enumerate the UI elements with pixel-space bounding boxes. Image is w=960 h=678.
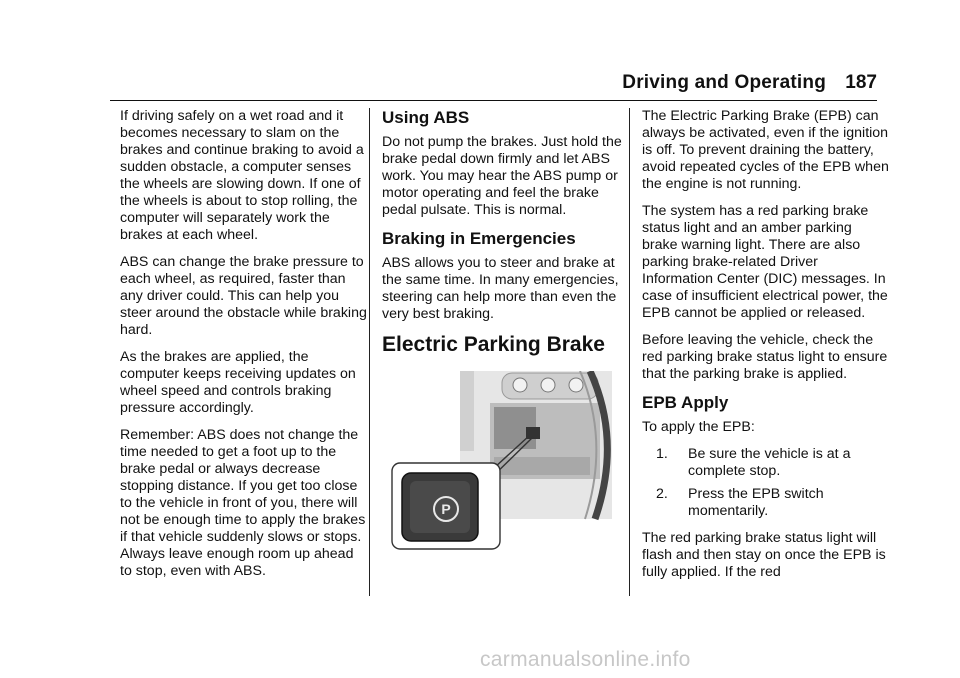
paragraph: The system has a red parking brake status light and an amber parking brake warning light. There are also parking brake-related Driver Information Center (DIC) messages. In case of insufficient electrical power, the EPB cannot be applied or released. — [642, 203, 888, 321]
step-number: 2. — [656, 486, 668, 502]
epb-apply-heading: EPB Apply — [642, 393, 729, 412]
emergencies-heading: Braking in Emergencies — [382, 229, 576, 248]
paragraph: The Electric Parking Brake (EPB) can always be activated, even if the ignition is off. To prevent draining the battery, avoid repeated cycles of the EPB when the engine is not running. — [642, 108, 889, 192]
parking-brake-icon: P — [433, 496, 459, 522]
step-text: Press the EPB switch momentarily. — [688, 486, 824, 519]
using-abs-text: Do not pump the brakes. Just hold the brake pedal down firmly and let ABS work. You may hear the ABS pump or motor operating and feel the brake pedal pulsate. This is normal. — [382, 134, 622, 218]
column-1 — [120, 108, 368, 590]
section-title: Driving and Operating — [622, 72, 826, 93]
paragraph: ABS can change the brake pressure to each wheel, as required, faster than any driver could. This can help you steer around the obstacle while braking hard. — [120, 254, 367, 338]
using-abs-heading: Using ABS — [382, 108, 470, 127]
paragraph: If driving safely on a wet road and it becomes necessary to slam on the brakes and continue braking to avoid a sudden obstacle, a computer senses the wheels are slowing down. If one of the wheels is about to stop rolling, the computer will separately work the brakes at each wheel. — [120, 108, 364, 243]
watermark: carmanualsonline.info — [480, 648, 691, 671]
apply-intro: To apply the EPB: — [642, 419, 755, 435]
step-text: Be sure the vehicle is at a complete stop. — [688, 446, 851, 479]
epb-heading: Electric Parking Brake — [382, 333, 605, 356]
list-item — [642, 486, 890, 520]
column-divider-1 — [369, 108, 370, 596]
header-rule — [110, 100, 877, 101]
paragraph: The red parking brake status light will flash and then stay on once the EPB is fully applied. If the red — [642, 530, 886, 580]
epb-switch-illustration — [390, 371, 612, 551]
paragraph: Before leaving the vehicle, check the red parking brake status light to ensure that the parking brake is applied. — [642, 332, 888, 382]
emergencies-text: ABS allows you to steer and brake at the same time. In many emergencies, steering can help more than even the very best braking. — [382, 255, 619, 322]
page-header — [0, 70, 960, 100]
paragraph: Remember: ABS does not change the time needed to get a foot up to the brake pedal or always decrease stopping distance. If you get too close to the vehicle in front of you, there will not be enough time to apply the brakes if that vehicle suddenly slows or stops. Always leave enough room up ahead to stop, even with ABS. — [120, 427, 366, 579]
paragraph: As the brakes are applied, the computer keeps receiving updates on wheel speed and controls braking pressure accordingly. — [120, 349, 356, 416]
column-3 — [642, 108, 890, 591]
list-item — [642, 446, 890, 480]
page-number: 187 — [845, 72, 877, 93]
apply-steps — [642, 446, 890, 520]
column-2 — [382, 108, 630, 551]
step-number: 1. — [656, 446, 668, 462]
